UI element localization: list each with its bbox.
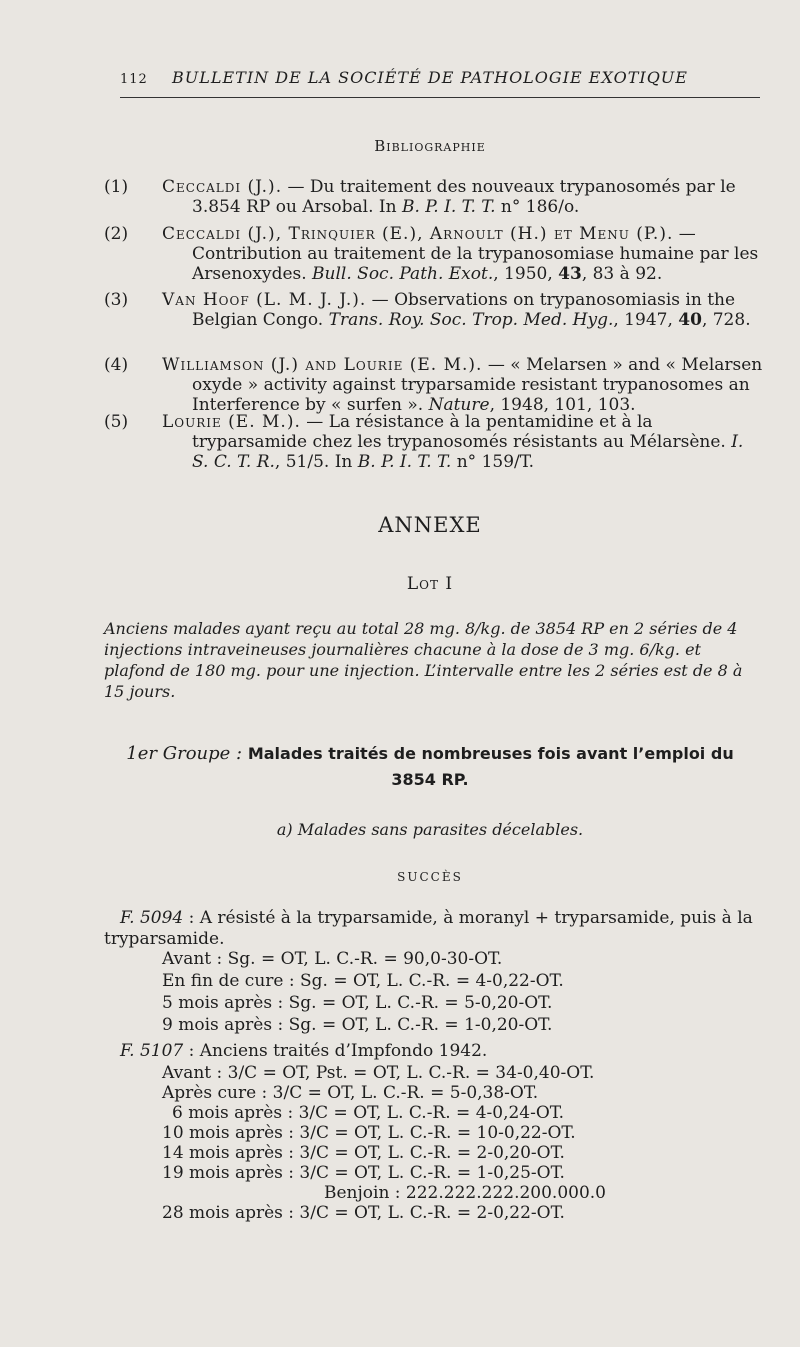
case-5107-desc <box>104 1041 764 1062</box>
bib-text: — La résistance à la pentamidine et à la tryparsamide chez les trypanosomés résistants au Mélarsène. <box>192 412 732 452</box>
bib-author: Williamson (J.) and Lourie (E. M.). <box>162 355 483 375</box>
bib-journal: Bull. Soc. Path. Exot. <box>312 264 494 284</box>
bib-text: — Du traitement des nouveaux trypanosomés par le 3.854 RP ou Arsobal. In <box>192 177 736 217</box>
header-rule <box>120 97 760 98</box>
bib-author: Ceccaldi (J.). <box>162 177 283 197</box>
case-id: F. 5107 <box>120 1041 184 1061</box>
case-description: : A résisté à la tryparsamide, à moranyl + tryparsamide, puis à la tryparsamide. <box>104 908 753 949</box>
case-5107-row-5: 14 mois après : 3/C = OT, L. C.-R. = 2-0,20-OT. <box>162 1143 565 1163</box>
bibliography-heading: Bibliographie <box>374 137 486 155</box>
bib-text-end: n° 186/o. <box>495 197 580 217</box>
case-5107-row-4: 10 mois après : 3/C = OT, L. C.-R. = 10-0,22-OT. <box>162 1123 576 1143</box>
running-header <box>120 68 760 92</box>
bib-text-end: , 728. <box>701 310 751 330</box>
subsection-heading: a) Malades sans parasites décelables. <box>276 820 584 839</box>
page-number: 112 <box>120 72 148 87</box>
bib-journal-2: B. P. I. T. T. <box>357 452 452 472</box>
groupe-heading <box>120 741 740 793</box>
bib-volume: 40 <box>678 310 702 330</box>
case-id: F. 5094 <box>120 908 184 928</box>
bib-number: (1) <box>104 177 129 197</box>
bib-text-end: n° 159/T. <box>451 452 534 472</box>
case-5107-row-6: 19 mois après : 3/C = OT, L. C.-R. = 1-0,25-OT. <box>162 1163 565 1183</box>
lot-heading: Lot I <box>406 574 454 594</box>
groupe-title: Malades traités de nombreuses fois avant l’emploi du 3854 RP. <box>247 744 734 789</box>
case-5107-row-2: Après cure : 3/C = OT, L. C.-R. = 5-0,38-OT. <box>162 1083 539 1103</box>
bib-volume: 43 <box>558 264 582 284</box>
groupe-label: 1er Groupe : <box>126 743 243 764</box>
succes-heading: SUCCÈS <box>397 870 463 884</box>
bib-text: — Observations on trypanosomiasis in the Belgian Congo. <box>192 290 736 330</box>
bib-number: (4) <box>104 355 129 375</box>
case-5107-row-7: Benjoin : 222.222.222.200.000.0 <box>324 1183 607 1203</box>
case-5094-row-3: 5 mois après : Sg. = OT, L. C.-R. = 5-0,20-OT. <box>162 993 553 1013</box>
bib-author: Lourie (E. M.). <box>162 412 301 432</box>
case-5094-row-2: En fin de cure : Sg. = OT, L. C.-R. = 4-0,22-OT. <box>162 971 564 991</box>
bib-number: (2) <box>104 224 129 244</box>
bib-number: (3) <box>104 290 129 310</box>
bib-text-end: , 83 à 92. <box>581 264 663 284</box>
annexe-title: ANNEXE <box>378 513 482 537</box>
bib-journal: I. S. C. T. R. <box>192 432 744 472</box>
bib-journal: Nature <box>428 395 490 415</box>
annexe-intro: Anciens malades ayant reçu au total 28 mg. 8/kg. de 3854 RP en 2 séries de 4 injections intraveineuses journalières chacune à la dose de 3 mg. 6/kg. et plafond de 180 mg. pour une injection. L’intervalle entre les 2 séries est de 8 à 15 jours. <box>104 619 743 701</box>
bib-number: (5) <box>104 412 129 432</box>
case-description: : Anciens traités d’Impfondo 1942. <box>183 1041 488 1061</box>
case-5094-desc <box>104 908 764 950</box>
case-5107-row-1: Avant : 3/C = OT, Pst. = OT, L. C.-R. = 34-0,40-OT. <box>162 1063 595 1083</box>
bib-text-end: , 1948, 101, 103. <box>489 395 636 415</box>
bib-author: Ceccaldi (J.), Trinquier (E.), Arnoult (H.) et Menu (P.). <box>162 224 674 244</box>
bib-journal: B. P. I. T. T. <box>402 197 496 217</box>
bib-text: — « Melarsen » and « Melarsen oxyde » activity against tryparsamide resistant trypanosomes an Interference by « surfen ». <box>192 355 763 415</box>
bib-text: — Contribution au traitement de la trypanosomiase humaine par les Arsenoxydes. <box>192 224 759 284</box>
case-5107-row-8: 28 mois après : 3/C = OT, L. C.-R. = 2-0,22-OT. <box>162 1203 565 1223</box>
bib-text-mid: , 1950, <box>493 264 559 284</box>
bib-text-mid: , 1947, <box>613 310 679 330</box>
case-5107-row-3: 6 mois après : 3/C = OT, L. C.-R. = 4-0,24-OT. <box>172 1103 565 1123</box>
case-5094-row-4: 9 mois après : Sg. = OT, L. C.-R. = 1-0,20-OT. <box>162 1015 553 1035</box>
journal-title: BULLETIN DE LA SOCIÉTÉ DE PATHOLOGIE EXOTIQUE <box>172 68 688 87</box>
bib-journal: Trans. Roy. Soc. Trop. Med. Hyg. <box>328 310 614 330</box>
bib-author: Van Hoof (L. M. J. J.). <box>162 290 367 310</box>
case-5094-row-1: Avant : Sg. = OT, L. C.-R. = 90,0-30-OT. <box>162 949 503 969</box>
bib-text-mid: , 51/5. In <box>274 452 358 472</box>
